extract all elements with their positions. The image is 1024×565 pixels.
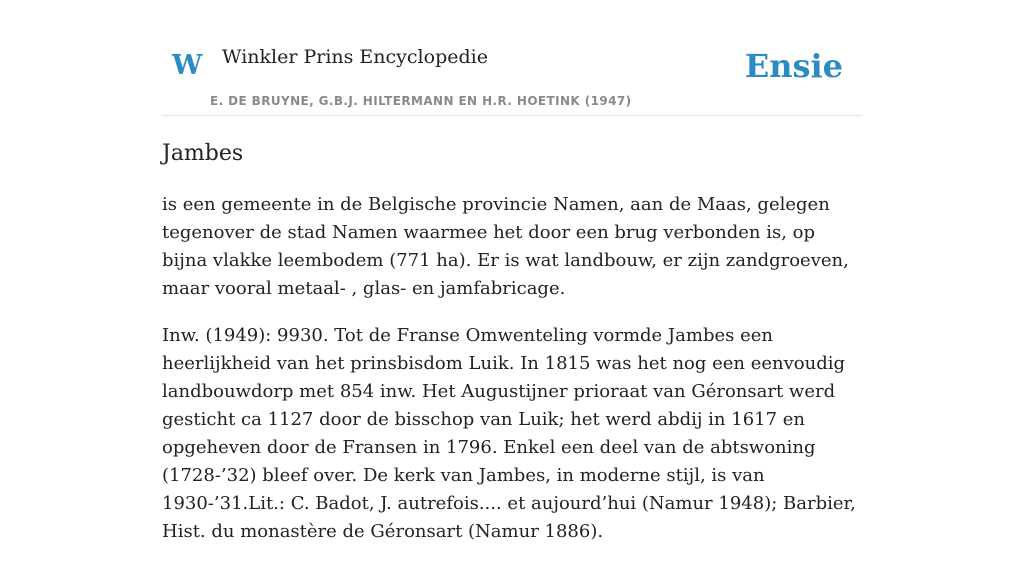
article-paragraph: Inw. (1949): 9930. Tot de Franse Omwenteling vormde Jambes een heerlijkheid van het prinsbisdom Luik. In 1815 was het nog een eenvoudig landbouwdorp met 854 inw. Het Augustijner prioraat van Géronsart werd gesticht ca 1127 door de bisschop van Luik; het werd abdij in 1617 en opgeheven door de Fransen in 1796. Enkel een deel van de abtswoning (1728-’32) bleef over. De kerk van Jambes, in moderne stijl, is van 1930-’31.Lit.: C. Badot, J. autrefois.... et aujourd’hui (Namur 1948); Barbier, Hist. du monastère de Géronsart (Namur 1886). <box>162 324 856 542</box>
ensie-logo[interactable]: Ensie <box>744 47 843 85</box>
publication-authors: E. DE BRUYNE, G.B.J. HILTERMANN EN H.R. HOETINK (1947) <box>210 94 632 108</box>
publication-title[interactable]: Winkler Prins Encyclopedie <box>222 46 488 68</box>
winkler-prins-logo[interactable]: W <box>172 50 203 81</box>
encyclopedia-header <box>162 0 862 116</box>
article-title: Jambes <box>162 141 244 166</box>
article-content <box>162 140 864 565</box>
article-paragraph: is een gemeente in de Belgische provincie Namen, aan de Maas, gelegen tegenover de stad Namen waarmee het door een brug verbonden is, op bijna vlakke leembodem (771 ha). Er is wat landbouw, er zijn zandgroeven, maar vooral metaal- , glas- en jamfabricage. <box>162 193 849 299</box>
